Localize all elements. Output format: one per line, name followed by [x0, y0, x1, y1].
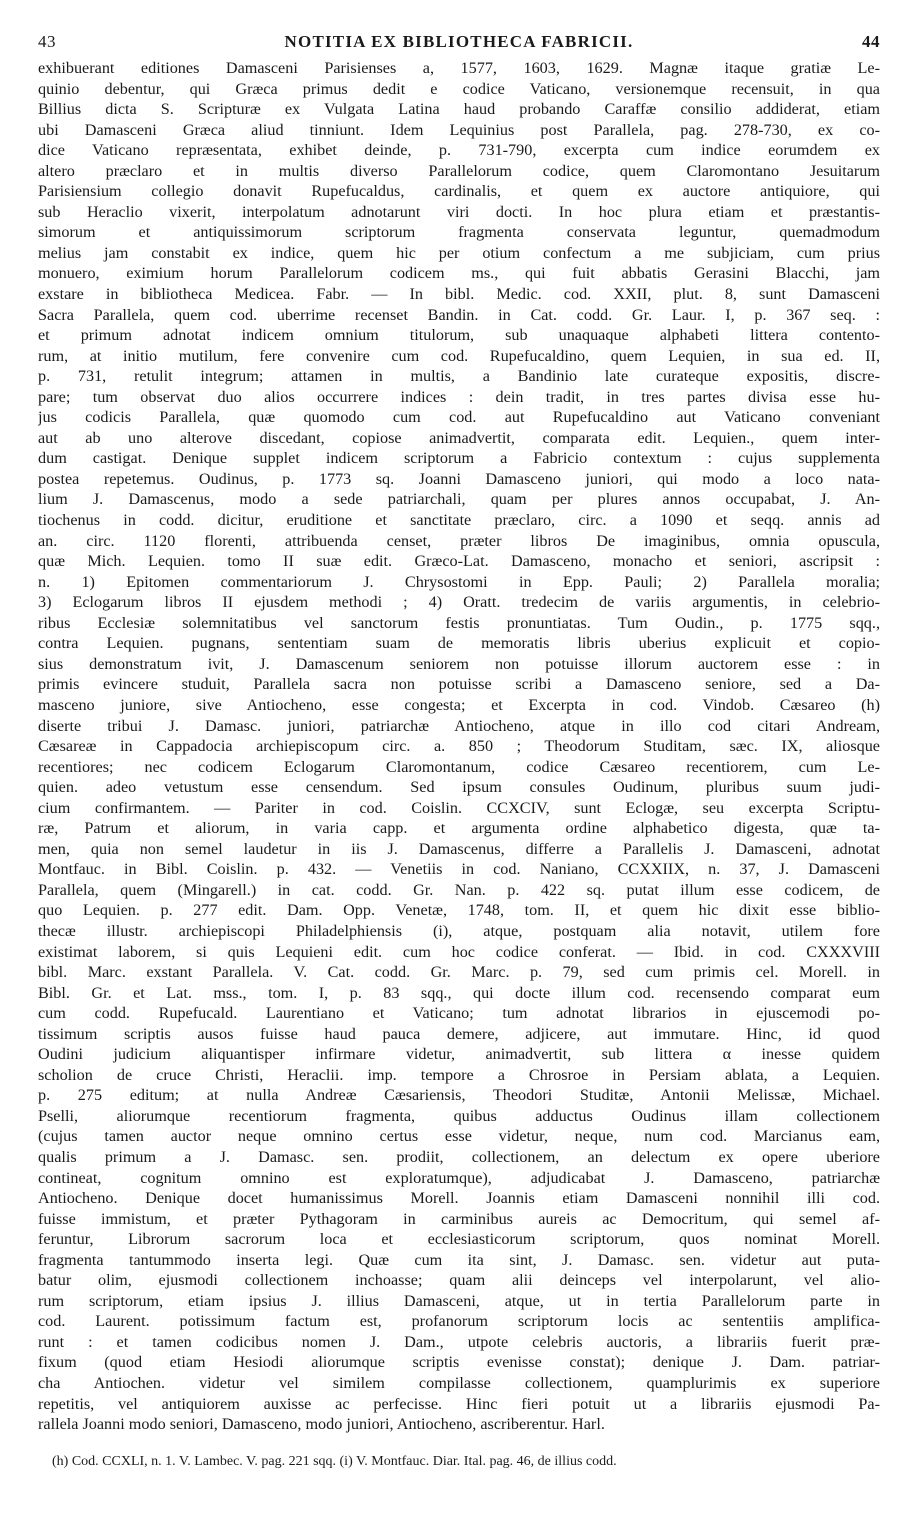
text-line: scholion de cruce Christi, Heraclii. imp. tempore a Chrosroe in Persiam ablata, a Lequien. [38, 1065, 880, 1084]
text-line: contra Lequien. pugnans, sententiam suam de memoratis libris uberius explicuit et copio- [38, 634, 880, 653]
text-line: rum scriptorum, etiam ipsius J. illius Damasceni, atque, ut in tertia Parallelorum parte in [38, 1291, 880, 1310]
text-line: men, quia non semel laudetur in iis J. Damascenus, differre a Parallelis J. Damasceni, adnotat [38, 839, 880, 858]
text-line: ribus Ecclesiæ solemnitatibus vel sanctorum festis pronuntiatas. Tum Oudin., p. 1775 sqq., [38, 613, 880, 632]
text-line: lium J. Damascenus, modo a sede patriarchali, quam per plures annos occupabat, J. An- [38, 490, 880, 509]
text-line: Sacra Parallela, quem cod. uberrime recenset Bandin. in Cat. codd. Gr. Laur. I, p. 367 seq. : [38, 305, 880, 324]
text-line: cod. Laurent. potissimum factum est, profanorum scriptorum locis ac sententiis amplifica- [38, 1312, 880, 1331]
text-line: quo Lequien. p. 277 edit. Dam. Opp. Venetæ, 1748, tom. II, et quem hic dixit esse biblio- [38, 901, 880, 920]
text-line: monuero, eximium horum Parallelorum codicem ms., qui fuit abbatis Gerasini Blacchi, jam [38, 264, 880, 283]
text-line: fragmenta tantummodo inserta legi. Quæ cum ita sint, J. Damasc. sen. videtur aut puta- [38, 1250, 880, 1269]
text-line: rallela Joanni modo seniori, Damasceno, modo juniori, Antiocheno, ascriberentur. Harl. [38, 1415, 605, 1434]
text-line: postea repetemus. Oudinus, p. 1773 sq. Joanni Damasceno juniori, qui modo a loco nata- [38, 469, 880, 488]
text-line: Parisiensium collegio donavit Rupefucaldus, cardinalis, et quem ex auctore antiquiore, qui [38, 182, 880, 201]
page-header [38, 32, 880, 52]
text-line: contineat, cognitum omnino est exploratumque), adjudicabat J. Damasceno, patriarchæ [38, 1168, 880, 1187]
text-line: ubi Damasceni Græca aliud tinniunt. Idem Lequinius post Parallela, pag. 278-730, ex co- [38, 120, 880, 139]
text-line: pare; tum observat duo alios occurrere indices : dein tradit, in tres partes divisa esse hu- [38, 387, 880, 406]
text-line: fixum (quod etiam Hesiodi aliorumque scriptis evenisse constat); denique J. Dam. patriar- [38, 1353, 880, 1372]
text-line: feruntur, Librorum sacrorum loca et ecclesiasticorum scriptorum, quos nominat Morell. [38, 1230, 880, 1249]
footnotes: (h) Cod. CCXLI, n. 1. V. Lambec. V. pag. 221 sqq. (i) V. Montfauc. Diar. Ital. pag. 46, de illius codd. [52, 1453, 617, 1469]
text-line: n. 1) Epitomen commentariorum J. Chrysostomi in Epp. Pauli; 2) Parallela moralia; [38, 572, 880, 591]
text-line: fuisse immistum, et præter Pythagoram in carminibus aureis ac Democritum, qui semel af- [38, 1209, 880, 1228]
text-line: quien. adeo vetustum esse censendum. Sed ipsum consules Oudinum, pluribus suum judi- [38, 778, 880, 797]
text-line: Oudini judicium aliquantisper infirmare videtur, animadvertit, sub littera α inesse quidem [38, 1045, 880, 1064]
text-line: aut ab uno alterove discedant, copiose animadvertit, comparata edit. Lequien., quem inter- [38, 428, 880, 447]
text-line: cum codd. Rupefucald. Laurentiano et Vaticano; tum adnotat librarios in ejuscemodi po- [38, 1004, 880, 1023]
text-line: 3) Eclogarum libros II ejusdem methodi ; 4) Oratt. tredecim de variis argumentis, in celebrio- [38, 593, 880, 612]
text-line: sub Heraclio vixerit, interpolatum adnotarunt viri docti. In hoc plura etiam et præstantis- [38, 202, 880, 221]
text-line: Montfauc. in Bibl. Coislin. p. 432. — Venetiis in cod. Naniano, CCXXIIX, n. 37, J. Damasceni [38, 860, 880, 879]
text-line: exstare in bibliotheca Medicea. Fabr. — In bibl. Medic. cod. XXII, plut. 8, sunt Damasceni [38, 285, 880, 304]
text-line: bibl. Marc. exstant Parallela. V. Cat. codd. Gr. Marc. p. 79, sed cum primis cel. Morell. in [38, 963, 880, 982]
running-title: NOTITIA EX BIBLIOTHECA FABRICII. [284, 32, 634, 51]
text-line: Bibl. Gr. et Lat. mss., tom. I, p. 83 sqq., qui docte illum cod. recensendo comparat eum [38, 983, 880, 1002]
text-line: (cujus tamen auctor neque omnino certus esse videtur, neque, num cod. Marcianus eam, [38, 1127, 880, 1146]
text-line: thecæ illustr. archiepiscopi Philadelphiensis (i), atque, postquam alia notavit, utilem fore [38, 921, 880, 940]
text-line: exhibuerant editiones Damasceni Parisienses a, 1577, 1603, 1629. Magnæ itaque gratiæ Le- [38, 59, 880, 77]
text-line: an. circ. 1120 florenti, attribuenda censet, præter libros De imaginibus, omnia opuscula, [38, 531, 880, 550]
body-text [38, 58, 880, 1435]
text-line: sius demonstratum ivit, J. Damascenum seniorem non potuisse illorum auctorem esse : in [38, 654, 880, 673]
text-line: rum, at initio mutilum, fere convenire cum cod. Rupefucaldino, quem Lequien, in sua ed. II, [38, 346, 880, 365]
text-line: p. 275 editum; at nulla Andreæ Cæsariensis, Theodori Studitæ, Antonii Melissæ, Michael. [38, 1086, 880, 1105]
text-line: p. 731, retulit integrum; attamen in multis, a Bandinio late curateque expositis, discre- [38, 367, 880, 386]
text-line: dice Vaticano repræsentata, exhibet deinde, p. 731-790, excerpta cum indice eorumdem ex [38, 141, 880, 160]
text-line: melius jam constabit ex indice, quem hic per otium confectum a me subjiciam, cum prius [38, 243, 880, 262]
text-line: diserte tribui J. Damasc. juniori, patriarchæ Antiocheno, atque in illo cod citari Andream, [38, 716, 880, 735]
text-line: altero præclaro et in multis diverso Parallelorum codice, quem Claromontano Jesuitarum [38, 161, 880, 180]
page-number-left: 43 [38, 32, 56, 51]
text-line: cha Antiochen. videtur vel similem compilasse collectionem, quamplurimis ex superiore [38, 1374, 880, 1392]
text-line: Pselli, aliorumque recentiorum fragmenta, quibus adductus Oudinus illam collectionem [38, 1106, 880, 1125]
text-line: Antiocheno. Denique docet humanissimus Morell. Joannis etiam Damasceni nonnihil illi cod. [38, 1189, 880, 1208]
text-line: qualis primum a J. Damasc. sen. prodiit, collectionem, an delectum ex opere uberiore [38, 1147, 880, 1166]
text-line: runt : et tamen codicibus nomen J. Dam., utpote celebris auctoris, a librariis fuerit præ- [38, 1332, 880, 1351]
text-line: tissimum scriptis ausos fuisse haud pauca demere, adjicere, aut immutare. Hinc, id quod [38, 1024, 880, 1043]
text-line: et primum adnotat indicem omnium titulorum, sub unaquaque alphabeti littera contento- [38, 326, 880, 345]
text-line: primis evincere studuit, Parallela sacra non potuisse scribi a Damasceno seniore, sed a Da- [38, 675, 880, 694]
text-line: quæ Mich. Lequien. tomo II suæ edit. Græco-Lat. Damasceno, monacho et seniori, ascripsit : [38, 552, 880, 571]
text-line: masceno juniore, sive Antiocheno, esse congesta; et Excerpta in cod. Vindob. Cæsareo (h) [38, 695, 880, 714]
text-line: dum castigat. Denique supplet indicem scriptorum a Fabricio contextum : cujus supplementa [38, 449, 880, 468]
text-line: Cæsareæ in Cappadocia archiepiscopum circ. a. 850 ; Theodorum Studitam, sæc. IX, aliosque [38, 737, 880, 756]
text-line: recentiores; nec codicem Eclogarum Claromontanum, codice Cæsareo recentiorem, cum Le- [38, 757, 880, 776]
text-line: Parallela, quem (Mingarell.) in cat. codd. Gr. Nan. p. 422 sq. putat illum esse codicem, de [38, 880, 880, 899]
text-line: simorum et antiquissimorum scriptorum fragmenta conservata leguntur, quemadmodum [38, 223, 880, 242]
text-line: batur olim, ejusmodi collectionem inchoasse; quam alii deinceps vel interpolarunt, vel alio- [38, 1271, 880, 1290]
text-line: repetitis, vel antiquiorem auxisse ac perfecisse. Hinc fieri potuit ut a librariis ejusmodi Pa- [38, 1394, 880, 1413]
text-line: existimat laborem, si quis Lequieni edit. cum hoc codice conferat. — Ibid. in cod. CXXXVIII [38, 942, 880, 961]
page-number-right: 44 [861, 32, 880, 51]
text-line: ræ, Patrum et aliorum, in varia capp. et argumenta ordine alphabetico digesta, quæ ta- [38, 819, 880, 838]
text-line: tiochenus in codd. dicitur, eruditione et sanctitate præclaro, circ. a 1090 et seqq. annis ad [38, 511, 880, 530]
text-line: cium confirmantem. — Pariter in cod. Coislin. CCXCIV, sunt Eclogæ, seu excerpta Scriptu- [38, 798, 880, 817]
text-line: jus codicis Parallela, quæ quomodo cum cod. aut Rupefucaldino aut Vaticano conveniant [38, 408, 880, 427]
text-line: Billius dicta S. Scripturæ ex Vulgata Latina haud probando Caraffæ consilio addiderat, etiam [38, 100, 880, 119]
text-line: quinio debentur, qui Græca primus dedit e codice Vaticano, versionemque recensuit, in qua [38, 79, 880, 98]
